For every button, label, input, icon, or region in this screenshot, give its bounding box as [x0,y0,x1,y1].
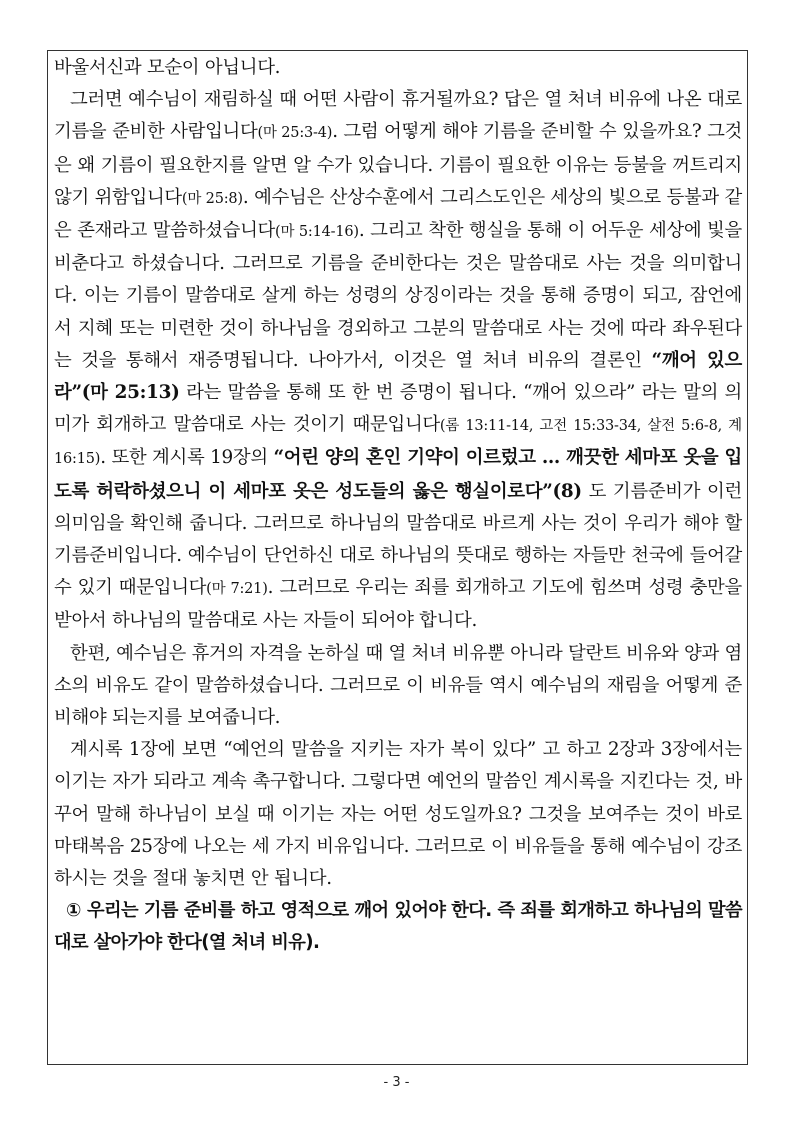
scripture-reference: (마 7:21) [206,581,268,598]
paragraph-text: 계시록 1장에 보면 “예언의 말씀을 지키는 자가 복이 있다” 고 하고 2장과 3장에서는 이기는 자가 되라고 계속 촉구합니다. 그렇다면 예언의 말씀인 계시록을 지킨다는 것, 바꾸어 말해 하나님이 보실 때 이기는 자는 어떤 성도일까요? 그것을 보여주는 것이 바로 마태복음 25장에 나오는 세 가지 비유입니다. 그러므로 이 비유들을 통해 예수님이 강조하시는 것을 절대 놓치면 안 됩니다. [54,739,742,890]
paragraph-text: . 예수님은 산상수훈에서 그리스도인은 세상의 빛으로 등불과 같은 존재라고 말씀하셨습니다 [54,186,742,242]
paragraph-text: . 그리고 착한 행실을 통해 이 어두운 세상에 빛을 비춘다고 하셨습니다. 그러므로 기름을 준비한다는 것은 말씀대로 사는 것을 의미합니다. 이는 기름이 말씀대로 살게 하는 성령의 상징이라는 것을 통해 증명이 되고, 잠언에서 지혜 또는 미련한 것이 하나님을 경외하고 그분의 말씀대로 사는 것에 따라 좌우된다는 것을 통해서 재증명됩니다. 나아가서, 이것은 열 처녀 비유의 결론인 [54,220,742,371]
paragraph-oil-preparation [54,84,742,637]
paragraph-text: . 그러므로 우리는 죄를 회개하고 기도에 힘쓰며 성령 충만을 받아서 하나님의 말씀대로 사는 자들이 되어야 합니다. [54,577,742,632]
scripture-reference: (마 25:3-4) [257,125,333,142]
scripture-reference: (마 5:14-16) [275,224,359,241]
paragraph-revelation [54,734,742,895]
bold-quote: “어린 양의 혼인 기약이 이르렀고 … 깨끗한 세마포 옷을 입도록 허락하셨으니 이 세마포 옷은 성도들의 옳은 행실이로다”(8) [54,447,742,502]
paragraph-text: 한편, 예수님은 휴거의 자격을 논하실 때 열 처녀 비유뿐 아니라 달란트 비유와 양과 염소의 비유도 같이 말씀하셨습니다. 그러므로 이 비유들 역시 예수님의 재림을 어떻게 준비해야 되는지를 보여줍니다. [54,642,742,729]
scripture-reference: (마 25:8) [181,190,243,207]
page-number: - 3 - [383,1075,410,1090]
paragraph-text: 바울서신과 모순이 아닙니다. [54,57,281,78]
paragraph-text: 그러면 예수님이 재림하실 때 어떤 사람이 휴거될까요? 답은 열 처녀 비유에 나온 대로 기름을 준비한 사람입니다 [54,89,742,143]
paragraph-text: . 또한 계시록 19장의 [100,447,274,469]
bold-quote: “깨어 있으라”(마 25:13) [54,349,742,404]
paragraph-parables [54,638,742,735]
paragraph-text: 도 기름준비가 이런 의미임을 확인해 줍니다. 그러므로 하나님의 말씀대로 바르게 사는 것이 우리가 해야 할 기름준비입니다. 예수님이 단언하신 대로 하나님의 뜻대로 행하는 자들만 천국에 들어갈 수 있기 때문입니다 [54,480,742,599]
document-body [54,52,742,960]
paragraph-text: . 그럼 어떻게 해야 기름을 준비할 수 있을까요? 그것은 왜 기름이 필요한지를 알면 알 수가 있습니다. 기름이 필요한 이유는 등불을 꺼트리지 않기 위함입니다 [54,121,742,208]
paragraph-text: 라는 말씀을 통해 또 한 번 증명이 됩니다. “깨어 있으라” 라는 말의 의미가 회개하고 말씀대로 사는 것이기 때문입니다 [54,382,743,436]
heading-text: ① 우리는 기름 준비를 하고 영적으로 깨어 있어야 한다. 즉 죄를 회개하고 하나님의 말씀대로 살아가야 한다(열 처녀 비유). [54,900,742,954]
paragraph-continuation [54,52,742,84]
section-heading [54,895,742,959]
scripture-reference: (롬 13:11-14, 고전 15:33-34, 살전 5:6-8, 계 16:15) [54,418,742,468]
